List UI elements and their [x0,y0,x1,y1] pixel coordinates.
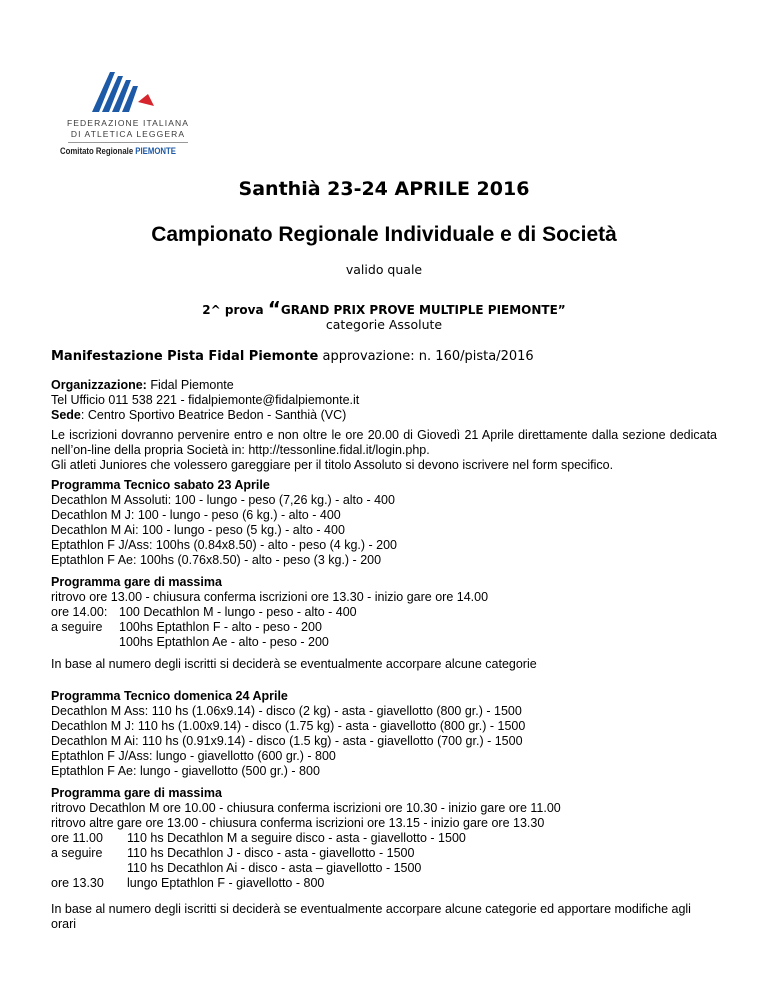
list-item: Decathlon M J: 100 - lungo - peso (6 kg.) - alto - 400 [51,508,341,522]
iscrizioni-p2: Gli atleti Juniores che volessero gareggiare per il titolo Assoluto si devono iscrivere nel form specifico. [51,458,614,472]
fidal-logo-icon [88,72,158,114]
list-item: 110 hs Decathlon Ai - disco - asta – giavellotto - 1500 [127,861,422,875]
organizzazione-label: Organizzazione: [51,378,147,392]
logo-regione-text: PIEMONTE [135,146,177,157]
list-item: Eptathlon F J/Ass: lungo - giavellotto (600 gr.) - 800 [51,749,336,763]
massima-sabato-intro: ritrovo ore 13.00 - chiusura conferma iscrizioni ore 13.30 - inizio gare ore 14.00 [51,590,489,604]
note-2: In base al numero degli iscritti si deciderà se eventualmente accorpare alcune categorie ed apportare modifiche agli orari [51,902,691,931]
list-item: Decathlon M Ass: 110 hs (1.06x9.14) - disco (2 kg) - asta - giavellotto (800 gr.) - 1500 [51,704,522,718]
list-item: ore 14.00: 100 Decathlon M - lungo - peso - alto - 400 [51,605,357,619]
manifestazione-rest: approvazione: n. 160/pista/2016 [318,349,534,364]
massima-domenica-intro-2: ritrovo altre gare ore 13.00 - chiusura conferma iscrizioni ore 13.15 - inizio gare ore 13.30 [51,816,545,830]
valid-note: valido quale [345,262,423,277]
organizzazione-value: Fidal Piemonte [146,378,234,392]
iscrizioni-block [51,428,717,473]
list-item: Eptathlon F Ae: 100hs (0.76x8.50) - alto - peso (3 kg.) - 200 [51,553,382,567]
tecnico-domenica-heading: Programma Tecnico domenica 24 Aprile [51,689,288,703]
logo-comitato [60,146,175,157]
list-item: Eptathlon F Ae: lungo - giavellotto (500 gr.) - 800 [51,764,320,778]
list-item: a seguire 100hs Eptathlon F - alto - peso - 200 [51,620,322,634]
list-item: 100hs Eptathlon Ae - alto - peso - 200 [119,635,329,649]
massima-sabato-block [51,575,717,650]
tecnico-sabato-heading: Programma Tecnico sabato 23 Aprile [51,478,270,492]
fidal-logo [58,72,198,164]
massima-domenica-heading: Programma gare di massima [51,786,222,800]
manifestazione-bold: Manifestazione Pista Fidal Piemonte [51,349,319,364]
tecnico-sabato-block [51,478,717,568]
organizzazione-block [51,378,717,423]
massima-domenica-block [51,786,717,891]
list-item: Decathlon M Assoluti: 100 - lungo - peso (7,26 kg.) - alto - 400 [51,493,395,507]
page-title: Santhià 23-24 APRILE 2016 [238,178,530,200]
list-item: Decathlon M J: 110 hs (1.00x9.14) - disco (1.75 kg) - asta - giavellotto (800 gr.) - 1500 [51,719,526,733]
list-item: Decathlon M Ai: 110 hs (0.91x9.14) - disco (1.5 kg) - asta - giavellotto (700 gr.) - 1500 [51,734,523,748]
logo-line-2: DI ATLETICA LEGGERA [70,129,186,139]
list-item: ore 13.30 lungo Eptathlon F - giavellotto - 800 [51,876,325,890]
sede-value: : Centro Sportivo Beatrice Bedon - Santhià (VC) [80,408,347,422]
prova-prefix: 2^ prova [202,303,264,317]
iscrizioni-p1: Le iscrizioni dovranno pervenire entro e non oltre le ore 20.00 di Giovedì 21 Aprile direttamente dalla sezione dedicata nell’on-line della propria Società in: http://tessonline.fidal.it/login.php. [51,428,717,457]
manifestazione-line [51,349,534,364]
categorie-note: categorie Assolute [325,317,443,332]
note-1: In base al numero degli iscritti si deciderà se eventualmente accorpare alcune categorie [51,657,537,671]
massima-sabato-heading: Programma gare di massima [51,575,222,589]
list-item: Eptathlon F J/Ass: 100hs (0.84x8.50) - alto - peso (4 kg.) - 200 [51,538,398,552]
tecnico-domenica-block [51,689,717,779]
list-item: a seguire 110 hs Decathlon J - disco - asta - giavellotto - 1500 [51,846,415,860]
logo-comitato-text: Comitato Regionale [60,146,134,157]
massima-domenica-intro-1: ritrovo Decathlon M ore 10.00 - chiusura conferma iscrizioni ore 10.30 - inizio gare ore 11.00 [51,801,561,815]
logo-line-1: FEDERAZIONE ITALIANA [67,118,189,128]
list-item: ore 11.00 110 hs Decathlon M a seguire disco - asta - giavellotto - 1500 [51,831,466,845]
prova-open-quote: “ [267,297,281,321]
prova-name: GRAND PRIX PROVE MULTIPLE PIEMONTE” [280,303,566,317]
logo-divider [68,142,188,143]
list-item: Decathlon M Ai: 100 - lungo - peso (5 kg.) - alto - 400 [51,523,345,537]
sede-label: Sede [51,408,81,422]
organizzazione-contact: Tel Ufficio 011 538 221 - fidalpiemonte@fidalpiemonte.it [51,393,360,407]
page-subtitle: Campionato Regionale Individuale e di Società [151,223,617,246]
